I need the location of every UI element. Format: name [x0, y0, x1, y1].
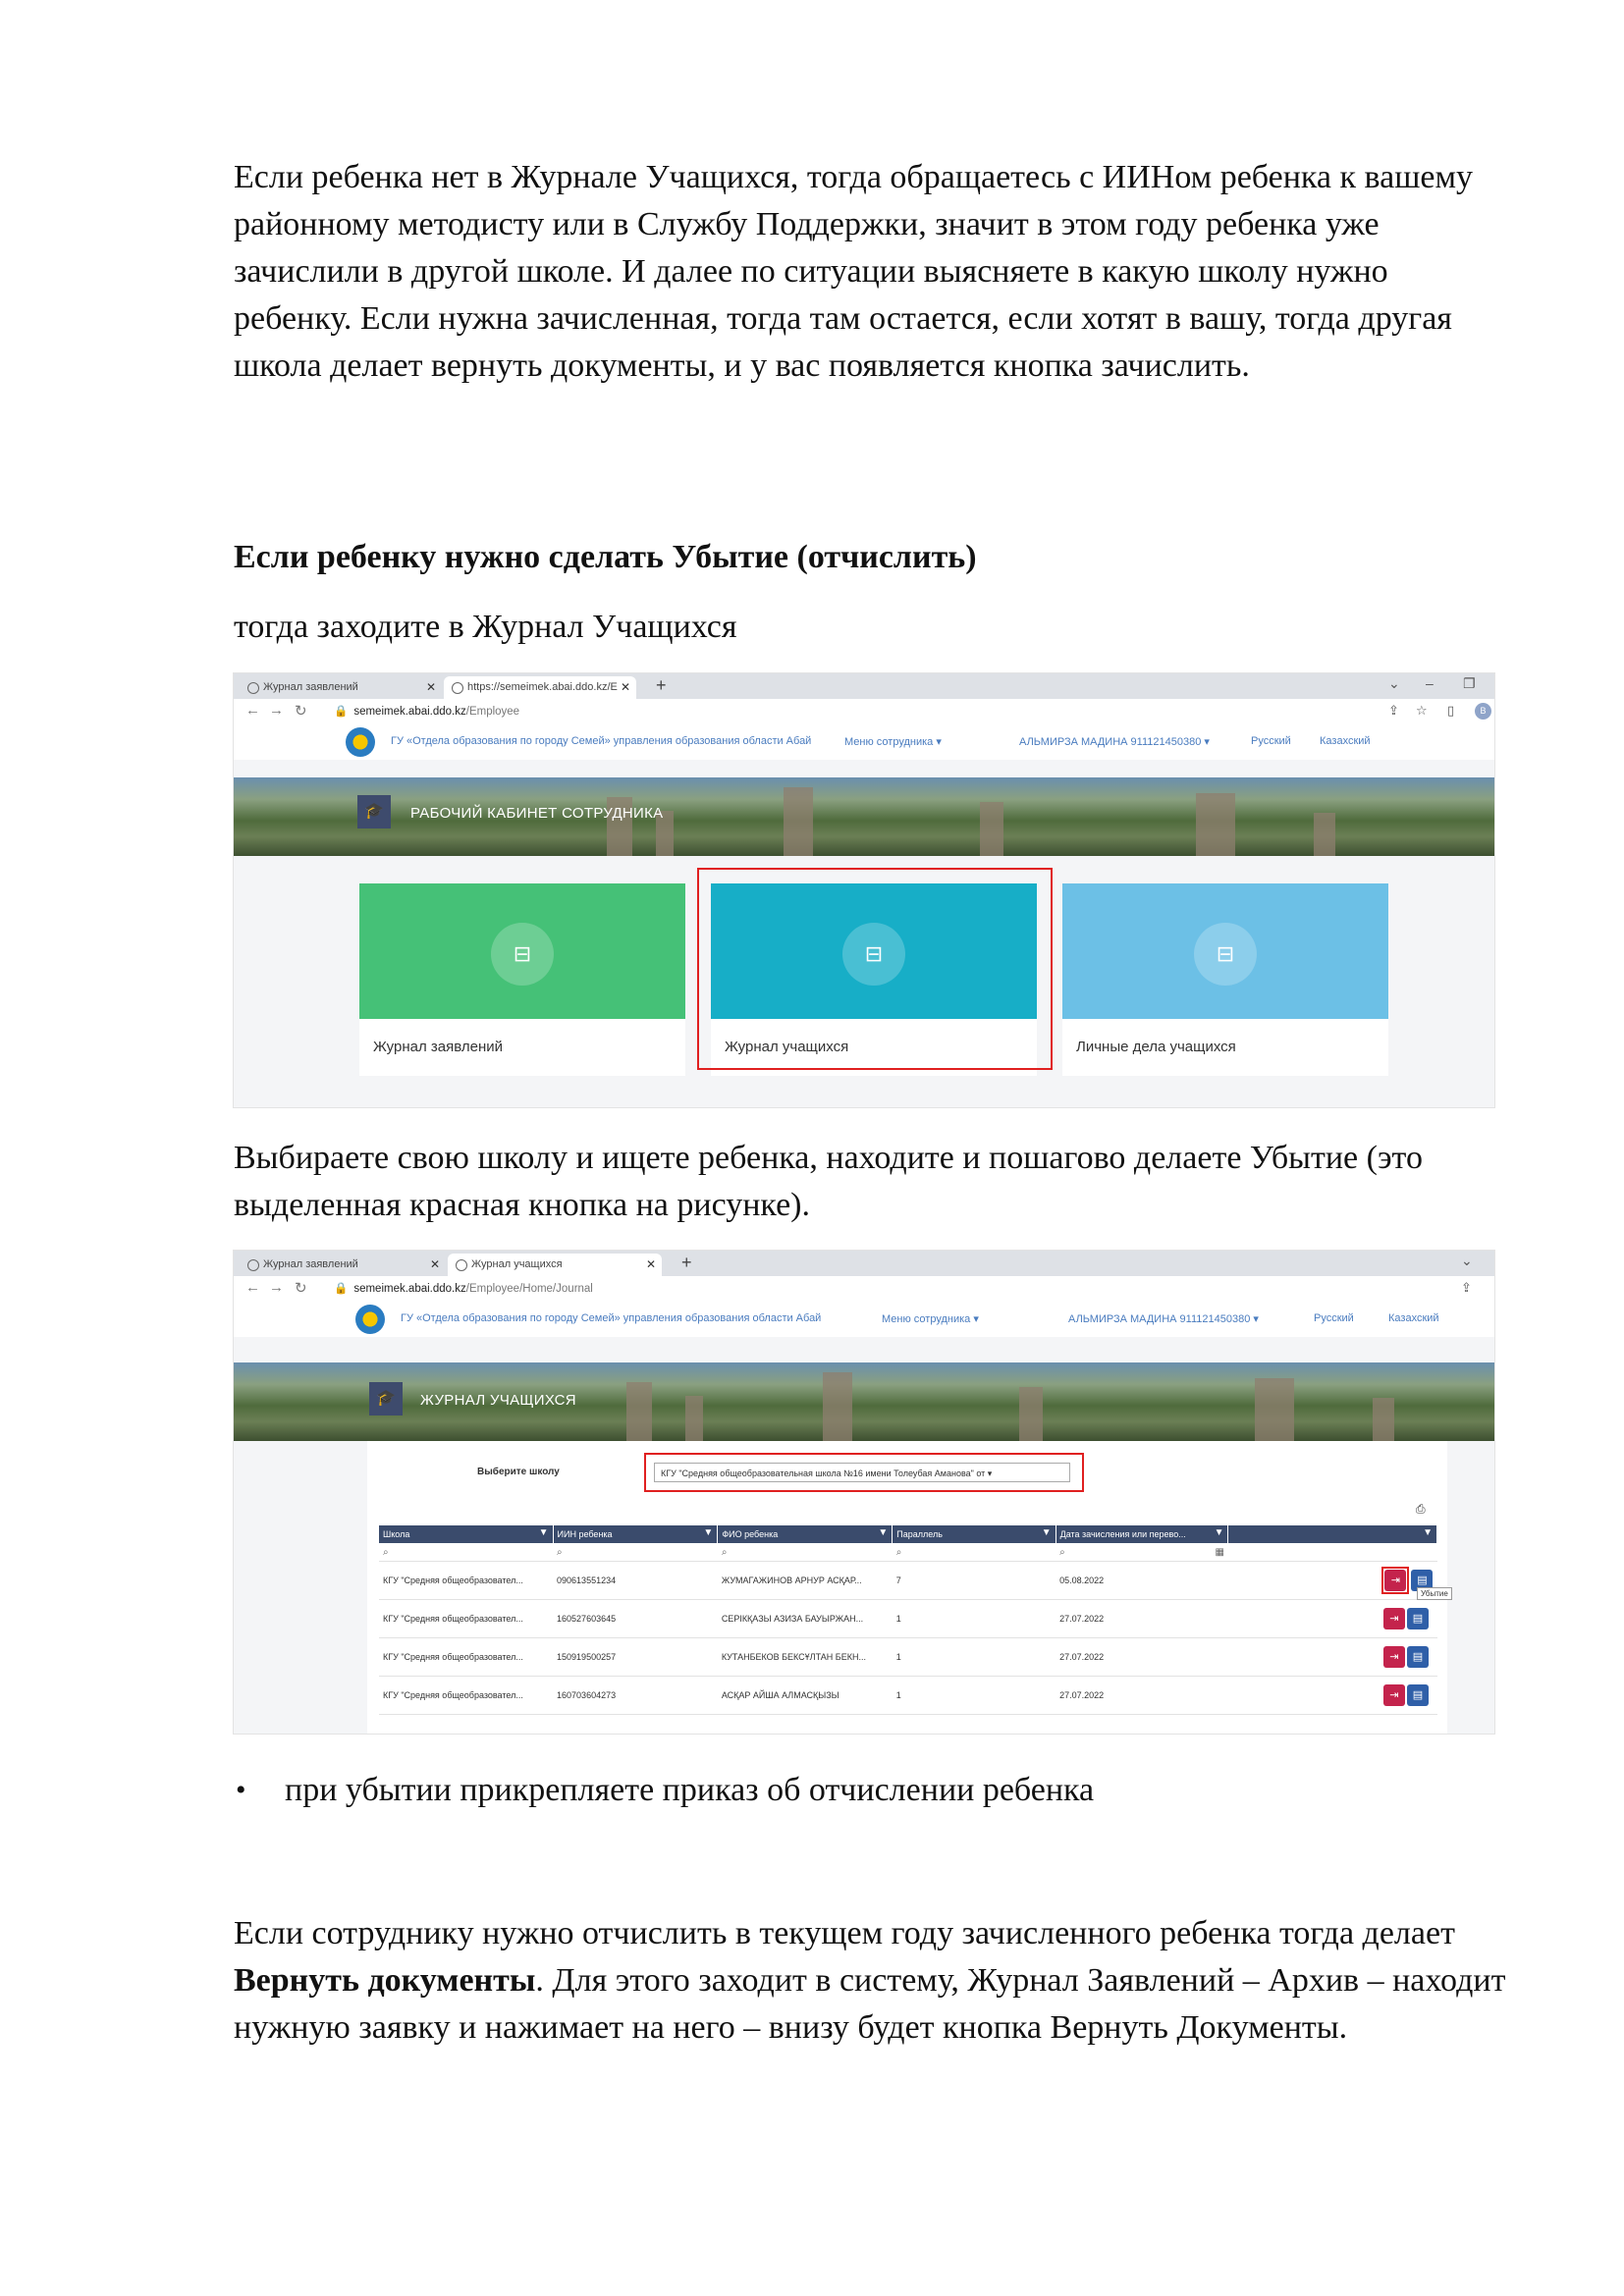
close-icon[interactable]: ✕	[620, 680, 630, 694]
search-icon: ⌕	[1059, 1546, 1065, 1558]
column-header[interactable]: ИИН ребенка ▼	[553, 1525, 718, 1543]
address-bar	[234, 1276, 1494, 1303]
school-select-label: Выберите школу	[477, 1467, 560, 1477]
bullet-marker: •	[236, 1774, 246, 1806]
card-label: Журнал заявлений	[373, 1039, 504, 1055]
site-header	[234, 1302, 1494, 1337]
lang-ru-link[interactable]: Русский	[1314, 1312, 1354, 1324]
tab-title: Журнал заявлений	[263, 1258, 358, 1270]
minimize-icon[interactable]: –	[1426, 675, 1434, 691]
filter-icon[interactable]: ▼	[1423, 1527, 1433, 1538]
globe-icon	[247, 1259, 259, 1271]
close-icon[interactable]: ✕	[645, 1257, 656, 1271]
filter-icon[interactable]: ▼	[878, 1527, 889, 1538]
cell-school: КГУ "Средняя общеобразовател...	[379, 1677, 553, 1715]
browser-tab-active[interactable]	[448, 1254, 662, 1276]
tab-title: Журнал учащихся	[471, 1258, 563, 1270]
url-host: semeimek.abai.ddo.kz	[353, 1283, 466, 1295]
org-name: ГУ «Отдела образования по городу Семей» управления образования области Абай	[391, 735, 812, 747]
withdraw-tooltip: Убытие	[1417, 1587, 1452, 1600]
actions-header[interactable]	[1228, 1525, 1437, 1543]
bullet-text: при убытии прикрепляете приказ об отчислении ребенка	[285, 1772, 1095, 1808]
forward-icon[interactable]: →	[269, 1279, 284, 1296]
browser-tab-bar	[234, 1251, 1494, 1276]
table-row[interactable]	[379, 1600, 1437, 1638]
cell-iin: 160703604273	[553, 1677, 718, 1715]
column-header[interactable]: ФИО ребенка ▼	[718, 1525, 893, 1543]
employee-menu[interactable]: Меню сотрудника ▾	[882, 1313, 979, 1325]
withdraw-button[interactable]: ⇥	[1383, 1646, 1405, 1668]
cell-grade: 1	[893, 1677, 1056, 1715]
cell-date: 27.07.2022	[1056, 1600, 1228, 1638]
forward-icon[interactable]: →	[269, 702, 284, 719]
org-name: ГУ «Отдела образования по городу Семей» управления образования области Абай	[401, 1312, 822, 1324]
cell-date: 27.07.2022	[1056, 1638, 1228, 1677]
browser-tab[interactable]	[240, 676, 442, 699]
card-label: Личные дела учащихся	[1076, 1039, 1236, 1055]
cell-name: СЕРІКҚАЗЫ АЗИЗА БАУЫРЖАН...	[718, 1600, 893, 1638]
browser-tab-bar	[234, 673, 1494, 699]
search-cell[interactable]	[553, 1543, 718, 1562]
lang-kz-link[interactable]: Казахский	[1388, 1312, 1439, 1324]
search-icon: ⌕	[895, 1546, 902, 1558]
filter-icon[interactable]: ▼	[703, 1527, 714, 1538]
search-paragraph: Выбираете свою школу и ищете ребенка, находите и пошагово делаете Убытие (это выделенная красная кнопка на рисунке).	[234, 1140, 1423, 1223]
sidebar-icon[interactable]: ▯	[1447, 703, 1455, 718]
cell-date: 27.07.2022	[1056, 1677, 1228, 1715]
cell-school: КГУ "Средняя общеобразовател...	[379, 1562, 553, 1600]
return-documents-paragraph: Если сотруднику нужно отчислить в текущем году зачисленного ребенка тогда делает Вернуть документы. Для этого заходит в систему, Журнал Заявлений – Архив – находит нужную заявку и нажимает на него – внизу будет кнопка Вернуть Документы.	[234, 1915, 1506, 2046]
inbox-icon: ⊟	[491, 923, 554, 986]
employee-menu[interactable]: Меню сотрудника ▾	[844, 736, 942, 748]
calendar-icon[interactable]: ▦	[1215, 1546, 1224, 1558]
url-path: /Employee	[465, 706, 520, 718]
table-row[interactable]	[379, 1562, 1437, 1600]
lang-kz-link[interactable]: Казахский	[1320, 735, 1371, 747]
inbox-icon: ⊟	[842, 923, 905, 986]
instruction-paragraph: тогда заходите в Журнал Учащихся	[234, 609, 737, 645]
address-bar	[234, 699, 1494, 725]
page-banner	[234, 1362, 1494, 1441]
browser-tab[interactable]	[240, 1254, 446, 1276]
bold-term: Вернуть документы	[234, 1962, 536, 1999]
cell-grade: 7	[893, 1562, 1056, 1600]
cell-actions	[1228, 1600, 1437, 1638]
export-excel-icon[interactable]: ⎙	[1416, 1502, 1426, 1516]
reload-icon[interactable]: ↻	[295, 1280, 307, 1297]
back-icon[interactable]: ←	[245, 702, 260, 719]
restore-icon[interactable]: ❐	[1463, 675, 1476, 691]
document-button[interactable]: ▤	[1407, 1646, 1429, 1668]
highlight-box	[1381, 1567, 1409, 1594]
site-header	[234, 724, 1494, 760]
school-select[interactable]: КГУ "Средняя общеобразовательная школа №16 имени Толеубая Аманова" от ▾	[654, 1463, 1070, 1482]
cell-name: ЖУМАГАЖИНОВ АРНУР АСҚАР...	[718, 1562, 893, 1600]
card-applications-journal[interactable]	[359, 883, 685, 1076]
search-icon: ⌕	[721, 1546, 728, 1558]
bullet-item	[236, 1767, 1095, 1814]
search-cell[interactable]	[893, 1543, 1056, 1562]
logo-icon	[346, 727, 375, 757]
lock-icon: 🔒	[334, 706, 349, 718]
tab-title: https://semeimek.abai.ddo.kz/E	[467, 681, 618, 693]
share-icon[interactable]: ⇪	[1461, 1280, 1472, 1295]
page-banner	[234, 777, 1494, 856]
cell-actions	[1228, 1677, 1437, 1715]
globe-icon	[456, 1259, 467, 1271]
search-cell[interactable]	[1056, 1543, 1228, 1562]
cell-grade: 1	[893, 1600, 1056, 1638]
cell-name: АСҚАР АЙША АЛМАСҚЫЗЫ	[718, 1677, 893, 1715]
column-header[interactable]: Школа ▼	[379, 1525, 553, 1543]
cell-iin: 150919500257	[553, 1638, 718, 1677]
globe-icon	[452, 682, 463, 694]
document-button[interactable]: ▤	[1411, 1570, 1433, 1591]
search-icon: ⌕	[383, 1546, 389, 1558]
cell-iin: 160527603645	[553, 1600, 718, 1638]
url-path: /Employee/Home/Journal	[465, 1283, 593, 1295]
tab-title: Журнал заявлений	[263, 681, 358, 693]
lock-icon: 🔒	[334, 1283, 349, 1295]
close-icon[interactable]: ✕	[429, 1257, 440, 1271]
cell-actions	[1228, 1562, 1448, 1600]
reload-icon[interactable]: ↻	[295, 703, 307, 720]
card-personal-files[interactable]	[1062, 883, 1388, 1076]
column-header[interactable]: Дата зачисления или перево... ▼	[1056, 1525, 1228, 1543]
search-cell[interactable]	[379, 1543, 553, 1562]
avatar[interactable]: B	[1475, 703, 1491, 720]
inbox-icon: ⊟	[1194, 923, 1257, 986]
url-host: semeimek.abai.ddo.kz	[353, 706, 466, 718]
filter-icon[interactable]: ▼	[1214, 1527, 1224, 1538]
cell-name: КУТАНБЕКОВ БЕКСҰЛТАН БЕКН...	[718, 1638, 893, 1677]
document-button[interactable]: ▤	[1407, 1608, 1429, 1629]
close-icon[interactable]: ✕	[425, 680, 436, 694]
new-tab-icon[interactable]: +	[656, 675, 667, 695]
cell-iin: 090613551234	[553, 1562, 718, 1600]
star-icon[interactable]: ☆	[1416, 703, 1428, 718]
section-heading: Если ребенку нужно сделать Убытие (отчислить)	[234, 539, 977, 575]
card-label: Журнал учащихся	[725, 1039, 849, 1055]
cell-actions	[1228, 1638, 1437, 1677]
screenshot-students-journal	[234, 1251, 1494, 1734]
search-icon: ⌕	[557, 1546, 563, 1558]
banner-title: РАБОЧИЙ КАБИНЕТ СОТРУДНИКА	[410, 805, 664, 822]
filter-icon[interactable]: ▼	[1041, 1527, 1052, 1538]
banner-title: ЖУРНАЛ УЧАЩИХСЯ	[420, 1392, 576, 1409]
table-row[interactable]	[379, 1638, 1437, 1677]
document-button[interactable]: ▤	[1407, 1684, 1429, 1706]
screenshot-employee-cabinet	[234, 673, 1494, 1107]
highlight-box	[644, 1453, 1084, 1492]
share-icon[interactable]: ⇪	[1388, 703, 1399, 718]
column-header[interactable]: Параллель ▼	[893, 1525, 1056, 1543]
back-icon[interactable]: ←	[245, 1279, 260, 1296]
withdraw-button[interactable]: ⇥	[1383, 1684, 1405, 1706]
graduation-cap-icon: 🎓	[357, 795, 391, 828]
url-field[interactable]	[334, 704, 519, 718]
highlight-box	[697, 868, 1053, 1070]
new-tab-icon[interactable]: +	[681, 1253, 692, 1272]
cell-school: КГУ "Средняя общеобразовател...	[379, 1638, 553, 1677]
cell-date: 05.08.2022	[1056, 1562, 1228, 1600]
intro-paragraph: Если ребенка нет в Журнале Учащихся, тогда обращаетесь с ИИНом ребенка к вашему районному методисту или в Службу Поддержки, значит в этом году ребенка уже зачислили в другой школе. И далее по ситуации выясняете в какую школу нужно ребенку. Если нужна зачисленная, тогда там остается, если хотят в вашу, тогда другая школа делает вернуть документы, и у вас появляется кнопка зачислить.	[234, 159, 1474, 384]
table-row[interactable]	[379, 1677, 1437, 1715]
graduation-cap-icon: 🎓	[369, 1382, 403, 1415]
withdraw-button[interactable]: ⇥	[1384, 1570, 1406, 1591]
user-menu[interactable]: АЛЬМИРЗА МАДИНА 911121450380 ▾	[1068, 1313, 1259, 1325]
browser-tab-active[interactable]	[444, 676, 636, 699]
chevron-down-icon[interactable]: ⌄	[1388, 675, 1400, 691]
journal-panel	[367, 1441, 1447, 1734]
user-menu[interactable]: АЛЬМИРЗА МАДИНА 911121450380 ▾	[1019, 736, 1210, 748]
students-table	[379, 1525, 1448, 1715]
search-cell[interactable]	[718, 1543, 893, 1562]
cell-school: КГУ "Средняя общеобразовател...	[379, 1600, 553, 1638]
globe-icon	[247, 682, 259, 694]
logo-icon	[355, 1305, 385, 1334]
cell-grade: 1	[893, 1638, 1056, 1677]
lang-ru-link[interactable]: Русский	[1251, 735, 1291, 747]
filter-icon[interactable]: ▼	[538, 1527, 549, 1538]
chevron-down-icon[interactable]: ⌄	[1461, 1253, 1473, 1268]
url-field[interactable]	[334, 1281, 593, 1295]
withdraw-button[interactable]: ⇥	[1383, 1608, 1405, 1629]
